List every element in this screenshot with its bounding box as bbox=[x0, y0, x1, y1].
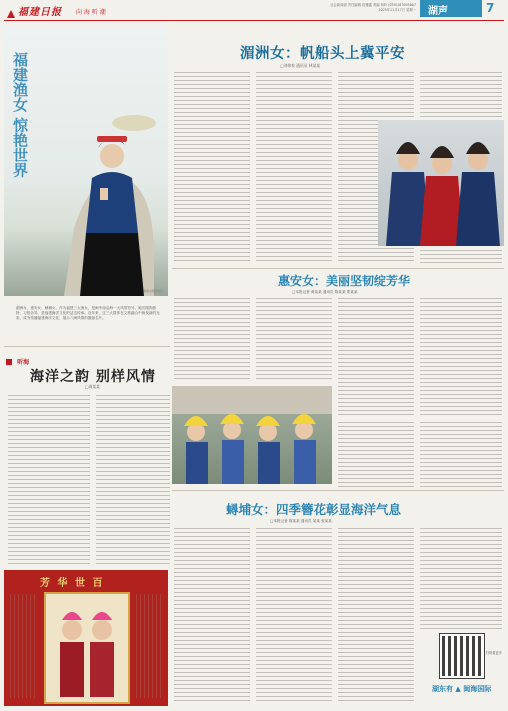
meizhou-body-col2 bbox=[256, 72, 332, 264]
xunpu-body-col4 bbox=[420, 528, 502, 630]
ting-hai-icon bbox=[6, 359, 12, 365]
huian-group-illustration bbox=[172, 386, 332, 484]
xunpu-title: 蟳埔女：四季簪花彰显海洋气息 bbox=[226, 502, 402, 517]
ting-hai-body-col2 bbox=[96, 395, 170, 565]
ting-hai-author: □周某某 bbox=[85, 384, 100, 389]
xunpu-body-col1 bbox=[174, 528, 250, 704]
huian-body-col3b bbox=[338, 422, 414, 490]
meizhou-group-illustration bbox=[378, 120, 504, 246]
meizhou-body-col4b bbox=[420, 250, 502, 264]
xunpu-body-col2 bbox=[256, 528, 332, 704]
page-number: 7 bbox=[486, 1, 495, 15]
ting-hai-text: 听海 bbox=[17, 359, 30, 366]
xunpu-byline: □本报记者 陈某某 通讯员 某某 张某某 bbox=[270, 519, 332, 523]
huian-body-col4 bbox=[420, 298, 502, 418]
meizhou-byline: □刘伟家 通讯员 林某某 bbox=[280, 63, 321, 68]
poster-title: 芳 华 世 百 bbox=[40, 578, 105, 589]
header-rule bbox=[4, 20, 504, 21]
huian-body-col3 bbox=[338, 298, 414, 418]
ting-hai-label bbox=[6, 351, 30, 366]
hero-intro: 湄洲女、惠安女、蟳埔女，作为福建三大渔女，是闽中南沿海一大风景符号。她们服饰独特，习俗各异，是福建海洋文化的活态传承。近年来，这三大群体在文旅融合中焕发新的光彩，成为传播福建海洋文化、展示八闽风情的靓丽名片。 bbox=[16, 306, 160, 320]
meizhou-photo bbox=[378, 120, 504, 246]
footer-brand: 湖东有 ▲ 闽海国际 bbox=[432, 685, 492, 693]
huian-body-col2 bbox=[256, 298, 332, 380]
poster-figures-illustration bbox=[44, 592, 130, 704]
header-meta-line1: 社会新闻部 责任编辑 范雅鑫 美编 杨叶 (0591)87095807 bbox=[330, 3, 416, 7]
meizhou-body-col4 bbox=[420, 72, 502, 118]
column-name: 湖声 bbox=[428, 6, 448, 17]
ting-hai-title: 海洋之韵 别样风情 bbox=[30, 369, 156, 385]
huian-byline: □本报记者 黄某某 通讯员 陈某某 郑某某 bbox=[292, 290, 358, 294]
qr-caption: 扫码看更多 bbox=[486, 651, 502, 655]
logo-mark-icon bbox=[6, 4, 16, 14]
huian-body-col4b bbox=[420, 422, 502, 490]
masthead bbox=[0, 0, 508, 20]
huian-title: 惠安女：美丽坚韧绽芳华 bbox=[278, 274, 411, 288]
masthead-logo: 福建日报 bbox=[18, 7, 62, 18]
header-date: 2025年11月17日 星期一 bbox=[378, 8, 416, 12]
hero-photo bbox=[4, 28, 168, 296]
meizhou-title: 湄洲女：帆船头上冀平安 bbox=[240, 46, 405, 62]
hero-vertical-title: 福建渔女 惊艳世界 bbox=[11, 52, 29, 178]
ting-hai-body-col1 bbox=[8, 395, 90, 565]
huian-body-col1 bbox=[174, 298, 250, 380]
huian-photo bbox=[172, 386, 332, 484]
xunpu-poster-photo bbox=[4, 570, 168, 706]
xunpu-body-col3 bbox=[338, 528, 414, 704]
divider-meizhou bbox=[172, 268, 504, 269]
poster-right-strip bbox=[136, 594, 162, 698]
poster-left-strip bbox=[10, 594, 36, 698]
hero-photo-caption: 湄洲女服饰展示 bbox=[142, 289, 164, 293]
qr-code[interactable] bbox=[440, 634, 484, 678]
divider-left-1 bbox=[4, 346, 170, 347]
meizhou-body-col1 bbox=[174, 72, 250, 264]
header-meta bbox=[308, 3, 416, 13]
divider-huian bbox=[172, 490, 504, 491]
column-tab bbox=[420, 0, 482, 17]
section-name: 向 海 听 潮 bbox=[76, 9, 106, 16]
